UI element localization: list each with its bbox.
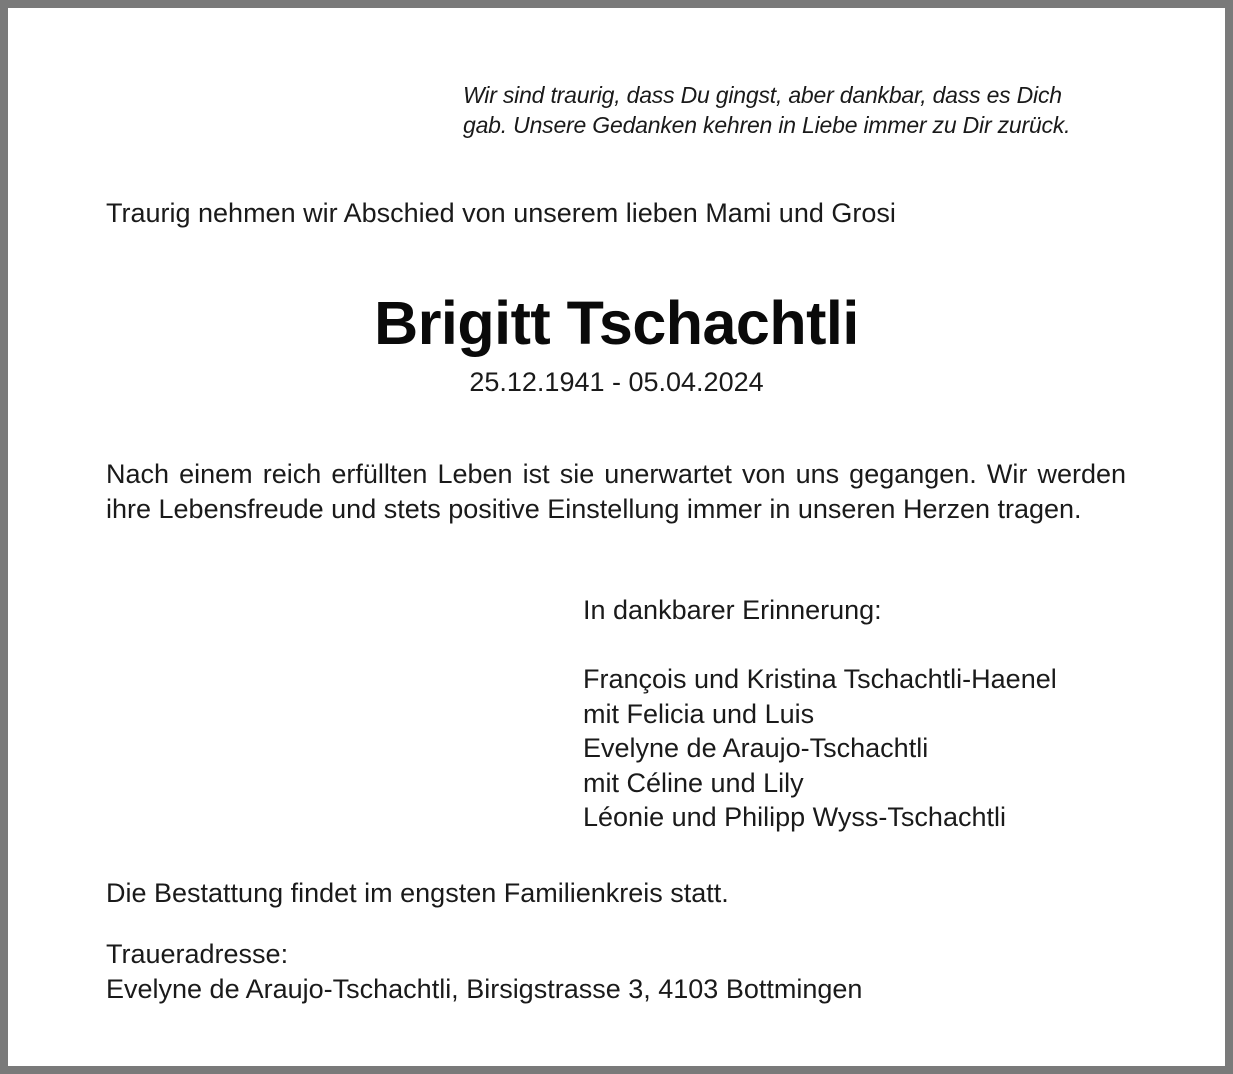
address-value: Evelyne de Araujo-Tschachtli, Birsigstrasse 3, 4103 Bottmingen bbox=[106, 973, 863, 1004]
mourning-address bbox=[106, 937, 862, 1006]
mourners-block bbox=[583, 593, 1057, 835]
deceased-name: Brigitt Tschachtli bbox=[374, 289, 859, 357]
funeral-note: Die Bestattung findet im engsten Familienkreis statt. bbox=[106, 878, 729, 908]
memorial-message: Nach einem reich erfüllten Leben ist sie unerwartet von uns gegangen. Wir werden ihre Lebensfreude und stets positive Einstellung immer in unseren Herzen tragen. bbox=[106, 459, 1126, 524]
quote-line-1: Wir sind traurig, dass Du gingst, aber dankbar, dass es Dich bbox=[463, 82, 1062, 108]
mourner-line: François und Kristina Tschachtli-Haenel bbox=[583, 664, 1057, 694]
memorial-quote bbox=[463, 80, 1123, 140]
mourner-line: mit Céline und Lily bbox=[583, 767, 804, 798]
obituary-notice bbox=[8, 8, 1225, 1066]
mourners-heading: In dankbarer Erinnerung: bbox=[583, 595, 882, 625]
quote-line-2: gab. Unsere Gedanken kehren in Liebe immer zu Dir zurück. bbox=[463, 112, 1071, 138]
life-dates: 25.12.1941 - 05.04.2024 bbox=[469, 367, 764, 397]
mourner-line: Léonie und Philipp Wyss-Tschachtli bbox=[583, 802, 1006, 832]
farewell-intro: Traurig nehmen wir Abschied von unserem lieben Mami und Grosi bbox=[106, 198, 896, 228]
mourner-line: Evelyne de Araujo-Tschachtli bbox=[583, 733, 929, 763]
address-label: Traueradresse: bbox=[106, 939, 289, 969]
mourner-line: mit Felicia und Luis bbox=[583, 698, 815, 729]
